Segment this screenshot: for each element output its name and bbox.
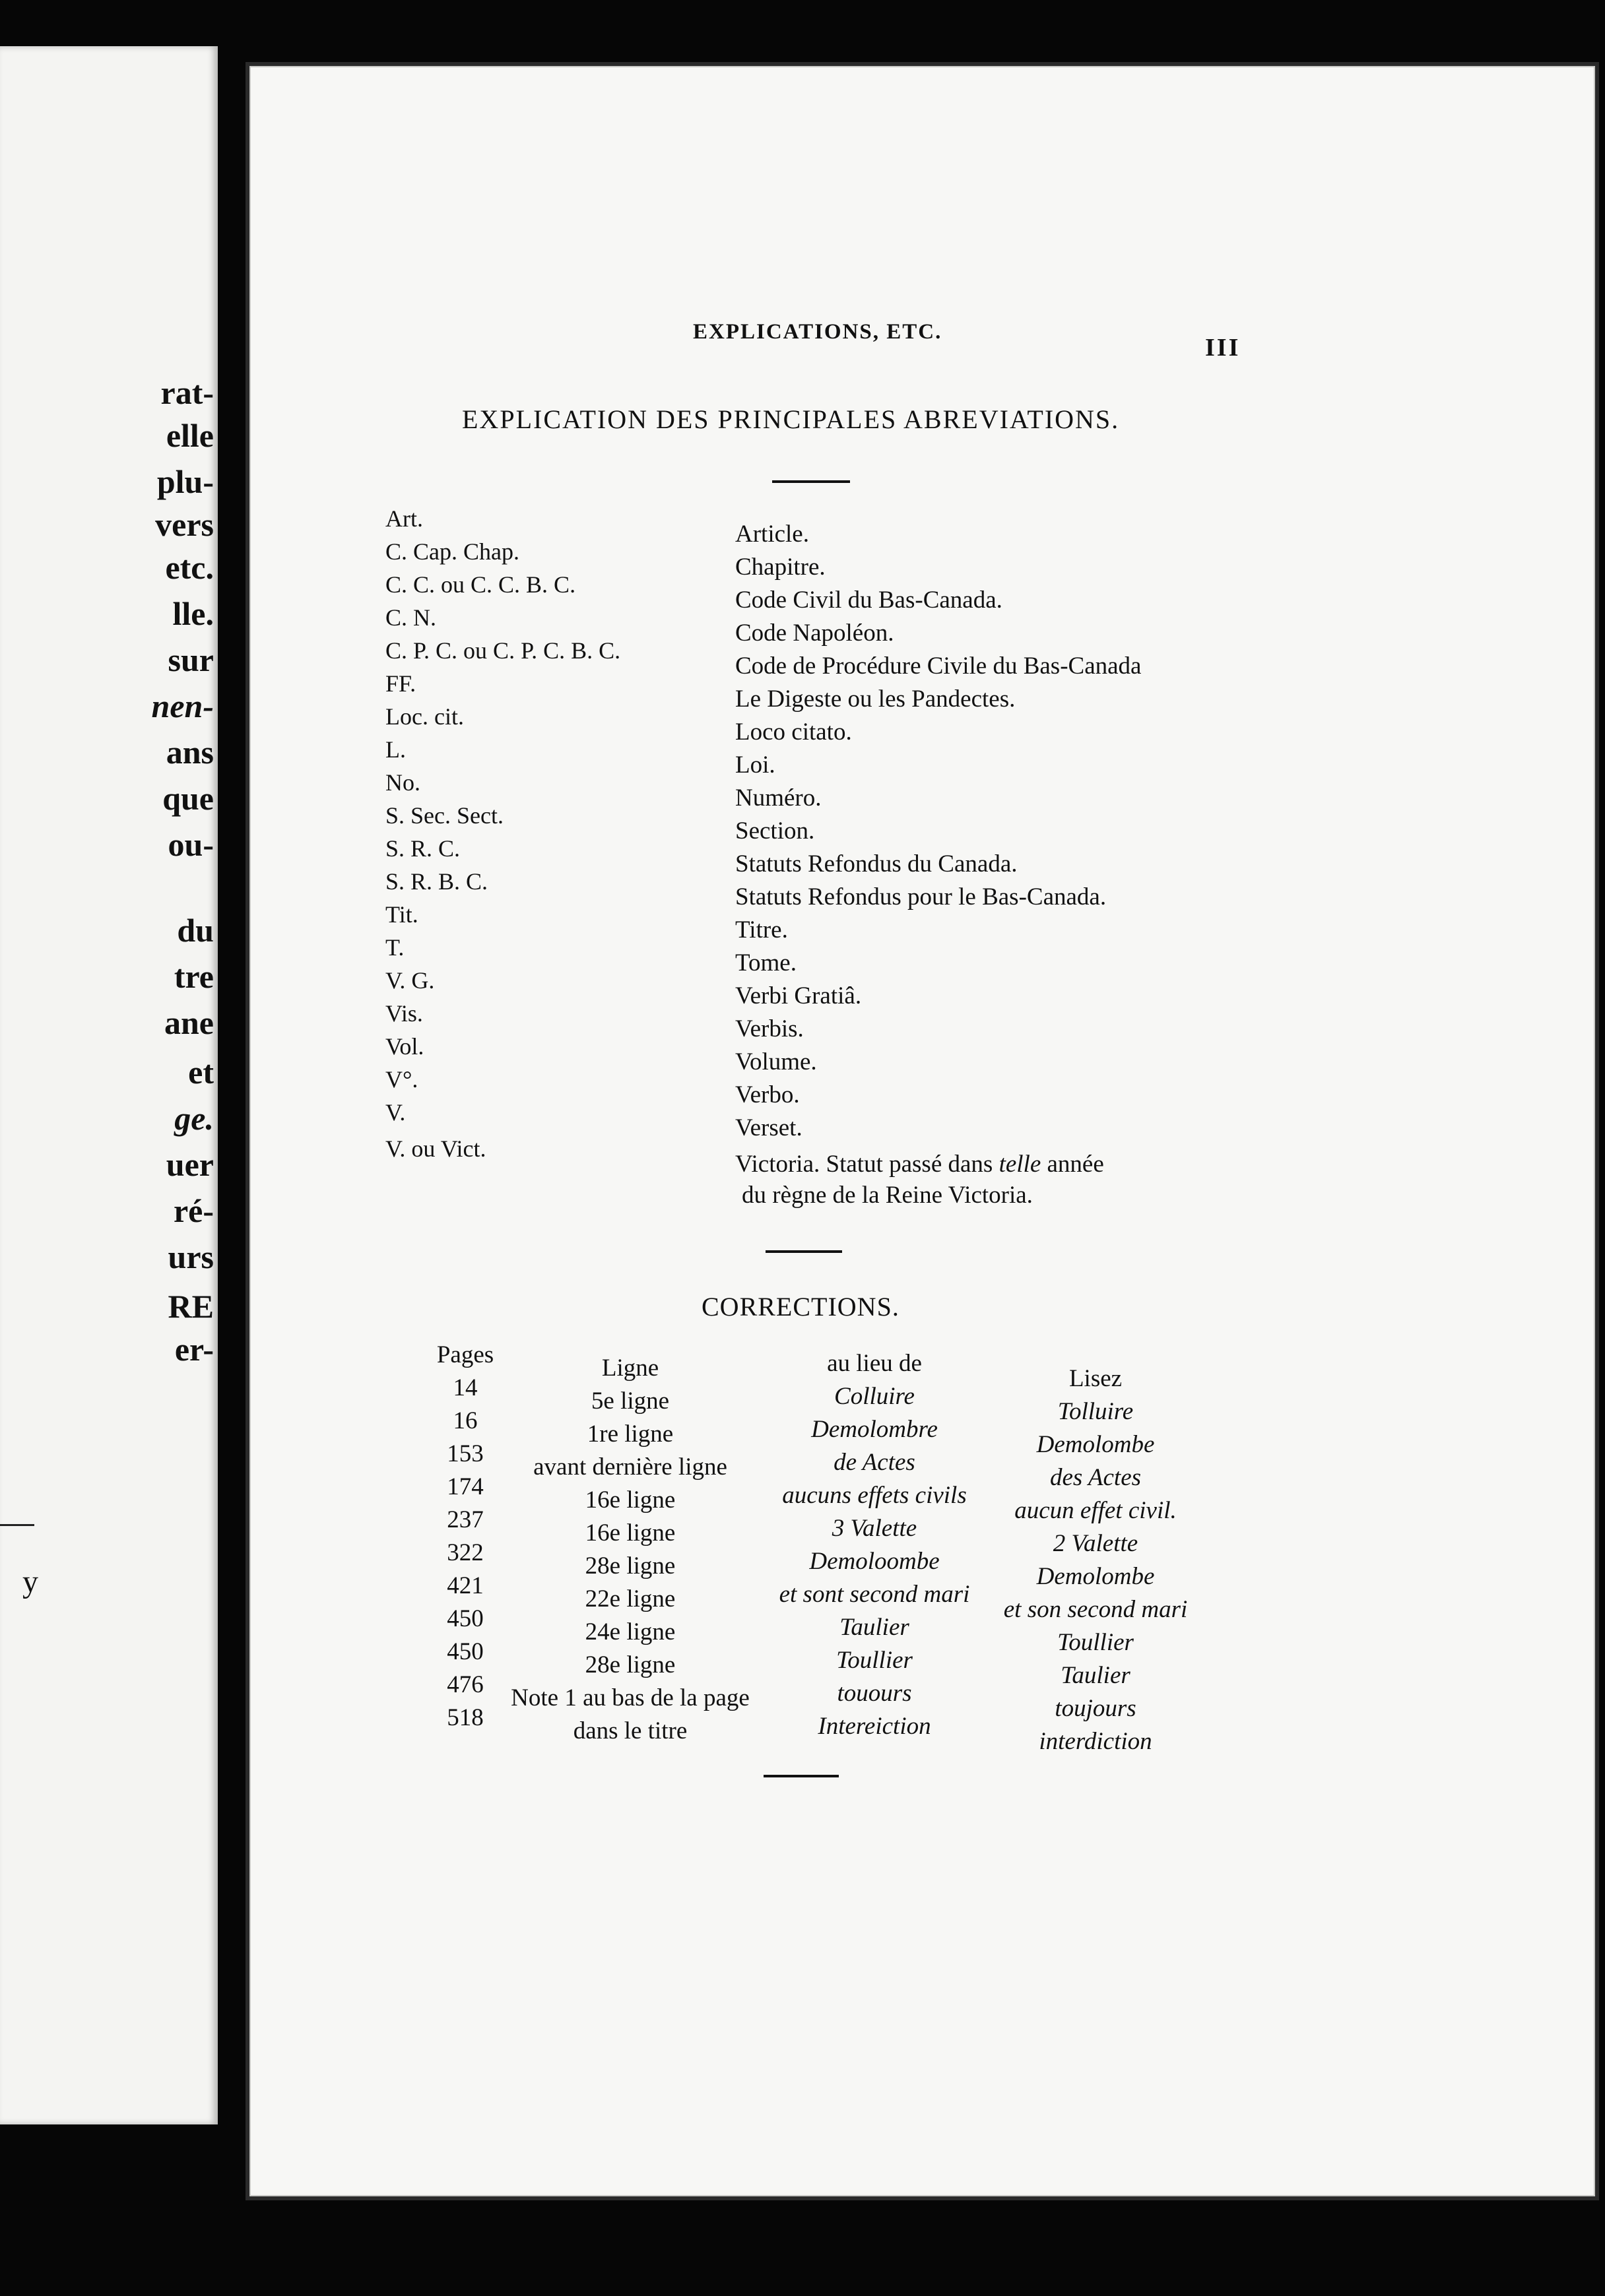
abbreviation-meaning: Verbi Gratiâ. xyxy=(735,982,862,1009)
left-page-line: urs xyxy=(168,1238,214,1275)
table-cell-read: toujours xyxy=(1055,1695,1136,1722)
table-header: Ligne xyxy=(601,1355,659,1382)
table-cell-read: 2 Valette xyxy=(1053,1530,1138,1557)
table-cell-line: 24e ligne xyxy=(585,1618,676,1645)
left-page-line: et xyxy=(188,1054,214,1091)
abbreviation-term: C. Cap. Chap. xyxy=(385,538,519,565)
left-page-line: ré- xyxy=(173,1192,214,1229)
table-cell-page: 16 xyxy=(453,1407,478,1434)
abbreviation-meaning: Chapitre. xyxy=(735,554,826,581)
abbreviation-meaning: Code de Procédure Civile du Bas-Canada xyxy=(735,653,1142,680)
abbreviation-term: S. Sec. Sect. xyxy=(385,802,504,829)
table-cell-line: avant dernière ligne xyxy=(533,1453,727,1481)
table-cell-read: interdiction xyxy=(1039,1728,1152,1755)
abbreviation-term: Vis. xyxy=(385,1000,423,1027)
meaning-italic: telle xyxy=(999,1151,1041,1178)
meaning-text: Victoria. Statut passé dans xyxy=(735,1151,999,1178)
table-header: Lisez xyxy=(1068,1365,1123,1392)
abbreviation-meaning: Volume. xyxy=(735,1048,817,1075)
table-cell-line: 28e ligne xyxy=(585,1651,676,1678)
table-cell-instead-of: Intereiction xyxy=(818,1713,931,1740)
table-cell-page: 518 xyxy=(447,1704,484,1731)
abbreviation-meaning: Code Napoléon. xyxy=(735,620,894,647)
left-page-line: RE xyxy=(168,1288,214,1325)
table-cell-line: 16e ligne xyxy=(585,1519,676,1547)
table-cell-page: 450 xyxy=(447,1638,484,1665)
left-page-line: plu- xyxy=(156,463,214,500)
table-cell-read: Taulier xyxy=(1061,1662,1130,1689)
table-cell-read: aucun effet civil. xyxy=(1014,1497,1177,1524)
left-page-line: du xyxy=(177,912,214,949)
abbreviation-meaning: Statuts Refondus du Canada. xyxy=(735,850,1018,877)
left-page-line: lle. xyxy=(172,595,214,632)
abbreviation-term: No. xyxy=(385,769,420,796)
abbreviation-term: L. xyxy=(385,736,406,763)
abbreviation-meaning: Verset. xyxy=(735,1114,802,1141)
table-cell-read: Demolombe xyxy=(1036,1431,1155,1458)
left-page-line: elle xyxy=(166,417,214,454)
title-rule xyxy=(772,480,850,483)
end-rule xyxy=(764,1775,839,1777)
table-cell-instead-of: Colluire xyxy=(834,1383,915,1410)
abbreviation-meaning xyxy=(735,1150,1104,1178)
left-page-line: vers xyxy=(155,506,214,543)
abbreviation-term: Tit. xyxy=(385,901,418,928)
meaning-text: année xyxy=(1041,1151,1104,1178)
abbreviations-title: EXPLICATION DES PRINCIPALES ABREVIATIONS. xyxy=(462,404,1120,434)
running-head: EXPLICATIONS, ETC. xyxy=(693,320,942,344)
left-page-line: er- xyxy=(174,1331,214,1368)
table-header: Pages xyxy=(436,1341,494,1368)
abbreviation-meaning-continued: du règne de la Reine Victoria. xyxy=(742,1182,1033,1209)
left-page-line: ou- xyxy=(168,826,214,863)
table-cell-line: 16e ligne xyxy=(585,1486,676,1514)
table-cell-page: 14 xyxy=(453,1374,478,1401)
left-page-line: etc. xyxy=(165,549,214,586)
abbreviation-term: V. xyxy=(385,1099,406,1126)
table-cell-read: et son second mari xyxy=(1003,1596,1188,1623)
abbreviation-meaning: Tome. xyxy=(735,949,797,976)
abbreviation-term: C. N. xyxy=(385,604,437,631)
table-cell-instead-of: Toullier xyxy=(836,1647,913,1674)
table-cell-line: 28e ligne xyxy=(585,1552,676,1579)
abbreviation-term: S. R. B. C. xyxy=(385,868,488,895)
table-cell-read: Tolluire xyxy=(1057,1398,1134,1425)
corrections-title: CORRECTIONS. xyxy=(702,1292,900,1322)
abbreviation-term: Art. xyxy=(385,505,423,532)
abbreviation-meaning: Verbis. xyxy=(735,1015,804,1042)
table-cell-line: 5e ligne xyxy=(591,1387,670,1415)
left-page-footer: y xyxy=(22,1564,38,1599)
abbreviation-meaning: Loi. xyxy=(735,751,775,779)
abbreviation-term: V. ou Vict. xyxy=(385,1135,486,1162)
table-cell-instead-of: 3 Valette xyxy=(832,1515,917,1542)
left-page-line: ge. xyxy=(174,1100,214,1137)
table-cell-instead-of: Demoloombe xyxy=(809,1548,940,1575)
left-page-line: ans xyxy=(166,734,214,771)
abbreviation-meaning: Numéro. xyxy=(735,784,822,812)
left-page-line: sur xyxy=(168,641,214,678)
abbreviation-term: S. R. C. xyxy=(385,835,461,862)
table-cell-instead-of: de Actes xyxy=(834,1449,915,1476)
table-cell-read: des Actes xyxy=(1049,1464,1142,1491)
table-cell-line: Note 1 au bas de la page xyxy=(511,1684,750,1711)
table-cell-instead-of: aucuns effets civils xyxy=(782,1482,967,1509)
abbreviation-term: FF. xyxy=(385,670,416,697)
table-cell-page: 174 xyxy=(447,1473,484,1500)
table-cell-read: Demolombe xyxy=(1036,1563,1155,1590)
left-page-line: uer xyxy=(166,1146,214,1183)
table-cell-instead-of: Demolombre xyxy=(811,1416,938,1443)
left-page-line: que xyxy=(162,780,214,817)
table-cell-instead-of: touours xyxy=(837,1680,912,1707)
abbreviation-meaning: Code Civil du Bas-Canada. xyxy=(735,587,1002,614)
abbreviation-meaning: Le Digeste ou les Pandectes. xyxy=(735,686,1016,713)
document-page xyxy=(249,66,1595,2196)
table-cell-instead-of: et sont second mari xyxy=(779,1581,970,1608)
table-cell-line: 22e ligne xyxy=(585,1585,676,1612)
left-page-rule xyxy=(0,1524,34,1526)
table-cell-page: 421 xyxy=(447,1572,484,1599)
table-cell-read: Toullier xyxy=(1057,1629,1134,1656)
table-header: au lieu de xyxy=(827,1350,922,1377)
left-page-line: nen- xyxy=(151,687,214,724)
table-cell-page: 153 xyxy=(447,1440,484,1467)
abbreviation-term: V°. xyxy=(385,1066,418,1093)
table-cell-line: dans le titre xyxy=(573,1717,688,1744)
abbreviation-meaning: Loco citato. xyxy=(735,718,852,746)
table-cell-instead-of: Taulier xyxy=(839,1614,909,1641)
abbreviation-term: Loc. cit. xyxy=(385,703,464,730)
abbreviation-term: C. C. ou C. C. B. C. xyxy=(385,571,576,598)
abbreviation-term: C. P. C. ou C. P. C. B. C. xyxy=(385,637,621,664)
table-cell-page: 450 xyxy=(447,1605,484,1632)
left-page-line: rat- xyxy=(160,374,214,411)
facing-page-left xyxy=(0,46,218,2124)
abbreviation-meaning: Verbo. xyxy=(735,1081,800,1108)
abbreviation-meaning: Section. xyxy=(735,817,815,845)
left-page-line: tre xyxy=(174,958,214,995)
page-number: III xyxy=(1205,334,1241,362)
abbreviation-term: T. xyxy=(385,934,405,961)
table-cell-page: 476 xyxy=(447,1671,484,1698)
abbreviation-meaning: Statuts Refondus pour le Bas-Canada. xyxy=(735,883,1107,910)
table-cell-page: 237 xyxy=(447,1506,484,1533)
abbreviation-term: V. G. xyxy=(385,967,435,994)
section-rule xyxy=(766,1250,842,1253)
table-cell-page: 322 xyxy=(447,1539,484,1566)
table-cell-line: 1re ligne xyxy=(587,1420,674,1448)
abbreviation-meaning: Article. xyxy=(735,521,809,548)
abbreviation-meaning: Titre. xyxy=(735,916,788,943)
left-page-line: ane xyxy=(164,1004,214,1041)
abbreviation-term: Vol. xyxy=(385,1033,424,1060)
